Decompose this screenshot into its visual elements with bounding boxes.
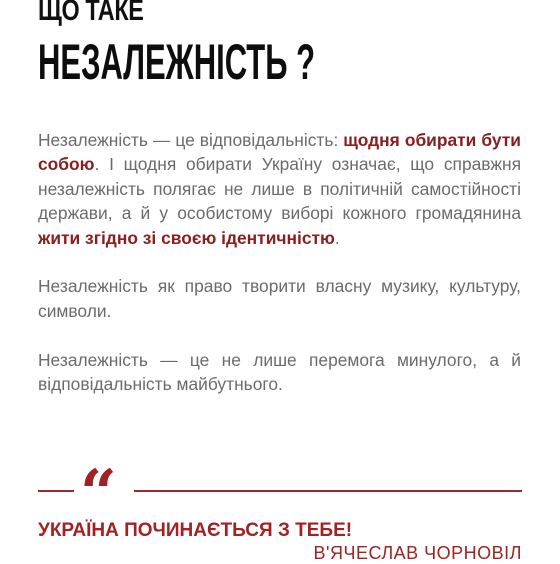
paragraph-1-text-b: . І щодня обирати Україну означає, що справжня незалежність полягає не лише в політичній самостійності держави, а й у особистому виборі кожного громадянина: [38, 154, 521, 224]
paragraph-1: [38, 128, 521, 250]
quote-divider-right: [134, 490, 522, 492]
paragraph-1-text-c: .: [334, 227, 340, 248]
article-body: [38, 128, 521, 396]
highlight-be-yourself: щодня обирати бути собою: [38, 130, 521, 175]
quote-author: В'ЯЧЕСЛАВ ЧОРНОВІЛ: [313, 543, 522, 563]
page-title: НЕЗАЛЕЖНІСТЬ ?: [38, 34, 316, 90]
paragraph-3: Незалежність — це не лише перемога минулого, а й відповідальність майбутнього.: [38, 349, 521, 395]
paragraph-2: Незалежність як право творити власну музику, культуру, символи.: [38, 276, 521, 321]
quote-divider-left: [38, 490, 74, 492]
quote-mark-icon: “: [80, 456, 117, 531]
paragraph-1-text-a: Незалежність — це відповідальність:: [38, 130, 344, 150]
quote-slogan: УКРАЇНА ПОЧИНАЄТЬСЯ З ТЕБЕ!: [38, 520, 353, 541]
highlight-identity: жити згідно зі своєю ідентичністю: [38, 227, 335, 248]
kicker-title: ЩО ТАКЕ: [38, 0, 144, 27]
